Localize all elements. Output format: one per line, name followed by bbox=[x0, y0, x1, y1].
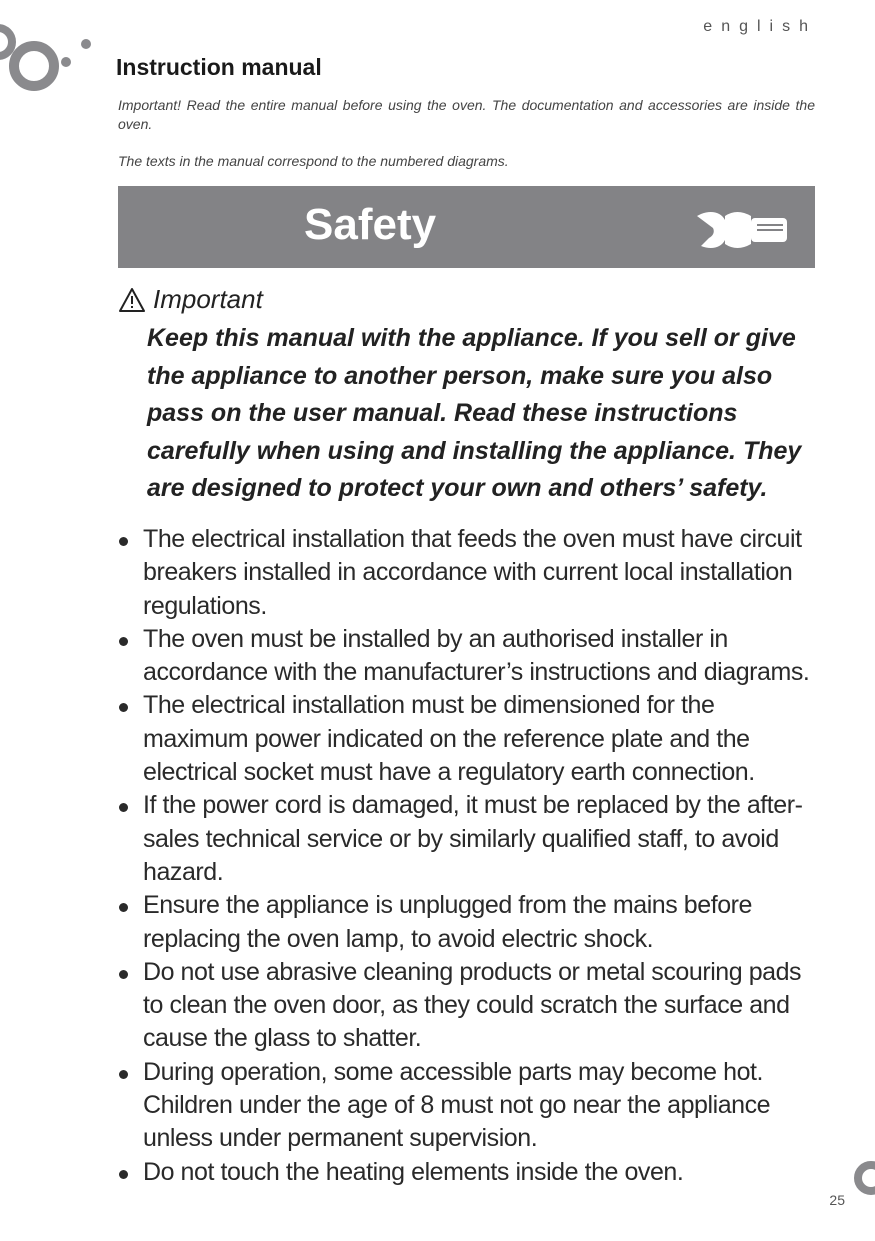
bullet-item bbox=[118, 1056, 818, 1156]
bullet-text: Do not use abrasive cleaning products or metal scouring pads to clean the oven door, as they could scratch the surface and cause the glass to shatter. bbox=[143, 957, 802, 1053]
logo-circles-icon bbox=[0, 22, 100, 102]
bullet-item bbox=[118, 789, 818, 889]
bullet-item bbox=[118, 889, 818, 956]
corner-ring-icon bbox=[853, 1160, 875, 1196]
important-heading-label: Important bbox=[153, 284, 263, 314]
bullet-text: If the power cord is damaged, it must be replaced by the after-sales technical service or by similarly qualified staff, to avoid hazard. bbox=[143, 791, 803, 886]
page-number: 25 bbox=[829, 1192, 845, 1208]
bullet-dot bbox=[119, 703, 128, 712]
bullet-text: During operation, some accessible parts may become hot. Children under the age of 8 must not go near the appliance unless under permanent supervision. bbox=[143, 1057, 771, 1153]
bullet-dot bbox=[119, 537, 128, 546]
wrench-icon bbox=[691, 208, 791, 252]
safety-bullet-list bbox=[118, 523, 818, 1189]
bullet-text: The electrical installation that feeds the oven must have circuit breakers installed in accordance with current local installation regulations. bbox=[143, 525, 802, 620]
bullet-dot bbox=[119, 803, 128, 812]
bullet-text: The oven must be installed by an authorised installer in accordance with the manufacturer’s instructions and diagrams. bbox=[143, 624, 810, 687]
bullet-item bbox=[118, 956, 818, 1056]
safety-banner bbox=[118, 186, 815, 268]
intro-paragraph: Important! Read the entire manual before using the oven. The documentation and accessories are inside the oven. bbox=[118, 97, 815, 132]
manual-title: Instruction manual bbox=[116, 54, 322, 80]
bullet-text: Ensure the appliance is unplugged from the mains before replacing the oven lamp, to avoid electric shock. bbox=[143, 891, 752, 953]
bullet-dot bbox=[119, 903, 128, 912]
bullet-dot bbox=[119, 970, 128, 979]
bullet-item bbox=[118, 623, 818, 690]
bullet-item bbox=[118, 689, 818, 789]
banner-title: Safety bbox=[304, 200, 437, 249]
language-label: english bbox=[703, 18, 817, 35]
bullet-text: Do not touch the heating elements inside the oven. bbox=[143, 1157, 684, 1186]
bullet-text: The electrical installation must be dimensioned for the maximum power indicated on the reference plate and the electrical socket must have a regulatory earth connection. bbox=[143, 691, 755, 787]
bullet-item bbox=[118, 523, 818, 623]
warning-triangle-icon bbox=[118, 287, 146, 313]
bullet-dot bbox=[119, 1070, 128, 1079]
bullet-dot bbox=[119, 1170, 128, 1179]
important-text: Keep this manual with the appliance. If you sell or give the appliance to another person, make sure you also pass on the user manual. Read these instructions carefully when using and installing the appliance. They are designed to protect your own and others’ safety. bbox=[147, 324, 802, 502]
diagram-note: The texts in the manual correspond to the numbered diagrams. bbox=[118, 153, 509, 169]
important-heading bbox=[118, 284, 263, 315]
bullet-item bbox=[118, 1156, 818, 1189]
bullet-dot bbox=[119, 637, 128, 646]
